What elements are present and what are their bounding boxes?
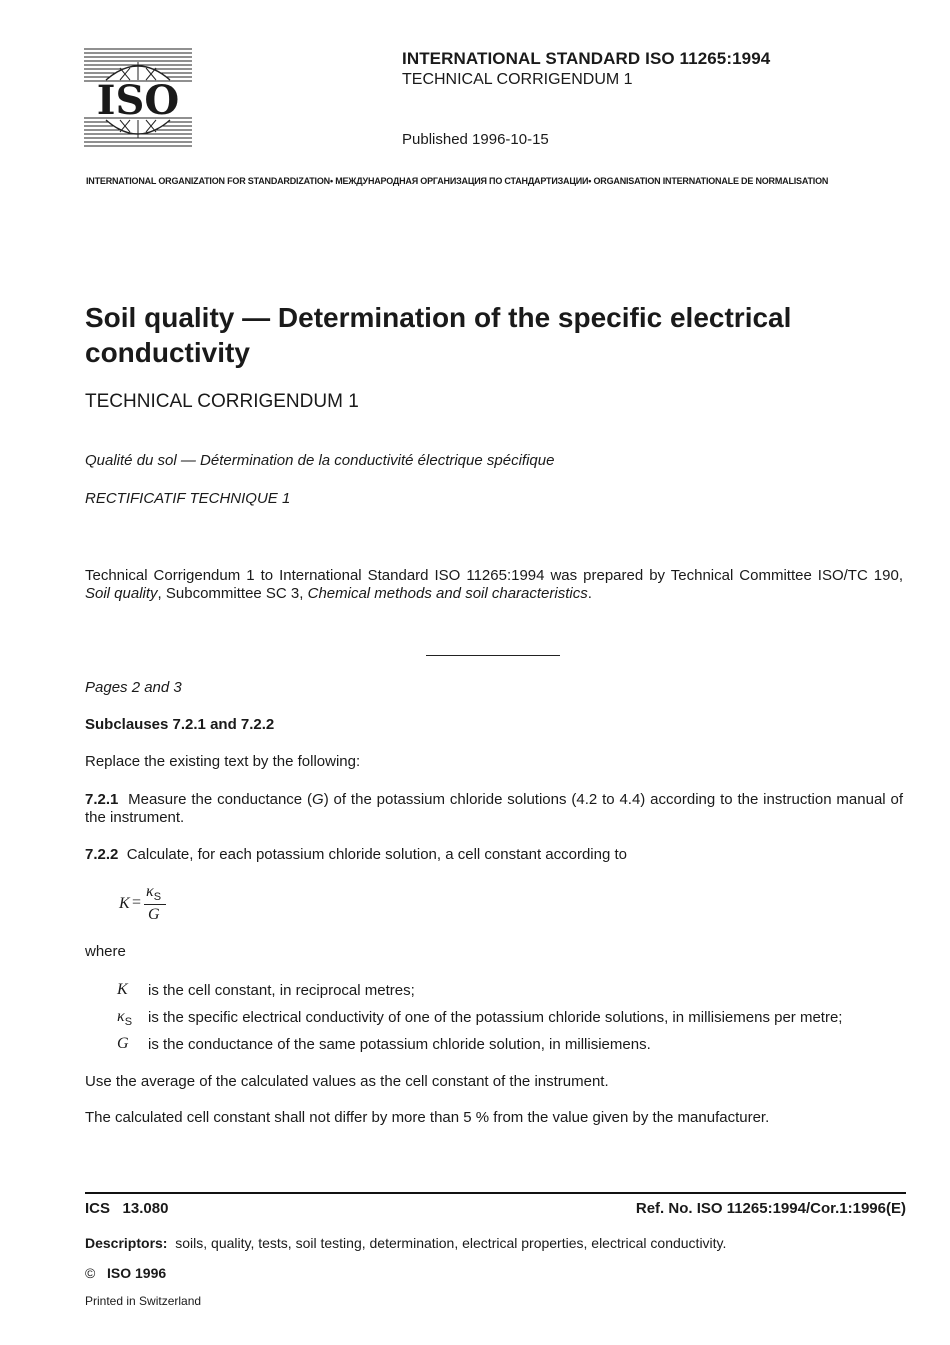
copyright-symbol: ©: [85, 1265, 96, 1281]
logo-text: ISO: [96, 77, 180, 124]
intro-text-1: Technical Corrigendum 1 to International Standard ISO 11265:1994 was prepared by Technical Committee ISO/TC 190,: [85, 567, 903, 584]
corrigendum-label: TECHNICAL CORRIGENDUM 1: [402, 71, 633, 88]
def-symbol-kappa: [117, 1008, 141, 1028]
formula-lhs: K: [119, 895, 130, 912]
formula-kappa: κ: [146, 883, 154, 900]
def-text-k: is the cell constant, in reciprocal metres;: [148, 982, 415, 999]
ics-label: ICS: [85, 1200, 111, 1217]
clause-7-2-1-text-a: Measure the conductance (: [128, 791, 313, 808]
ics-code: [85, 1200, 168, 1217]
formula-denominator: G: [148, 906, 160, 923]
iso-logo: [84, 46, 192, 150]
pages-label: Pages 2 and 3: [85, 679, 182, 696]
footer-rule: [85, 1192, 906, 1194]
average-paragraph: Use the average of the calculated values as the cell constant of the instrument.: [85, 1073, 609, 1090]
clause-7-2-2: [85, 846, 627, 863]
subclauses-heading: Subclauses 7.2.1 and 7.2.2: [85, 716, 275, 733]
clause-7-2-1-number: 7.2.1: [85, 791, 119, 808]
intro-italic-2: Chemical methods and soil characteristics: [307, 585, 588, 602]
copyright-text: ISO 1996: [107, 1265, 167, 1281]
clause-7-2-1: [85, 791, 903, 827]
clause-7-2-1-text-b: ) of the potassium chloride solutions (4.2 to 4.4) according to the instruction manual of the instrument.: [85, 791, 903, 826]
def-symbol-k: K: [117, 981, 128, 998]
def-text-kappa: is the specific electrical conductivity of one of the potassium chloride solutions, in millisiemens per metre;: [148, 1009, 843, 1026]
descriptors: [85, 1235, 726, 1251]
where-label: where: [85, 943, 126, 960]
differ-paragraph: The calculated cell constant shall not differ by more than 5 % from the value given by the manufacturer.: [85, 1109, 770, 1126]
french-subtitle: RECTIFICATIF TECHNIQUE 1: [85, 490, 291, 507]
document-subtitle: TECHNICAL CORRIGENDUM 1: [85, 391, 359, 412]
french-title: Qualité du sol — Détermination de la conductivité électrique spécifique: [85, 452, 555, 469]
replace-instruction: Replace the existing text by the following:: [85, 753, 361, 770]
fraction-bar: [144, 904, 166, 905]
formula-kappa-sub: S: [153, 891, 162, 904]
formula: [119, 883, 179, 927]
def-symbol-g: G: [117, 1035, 129, 1052]
iso-logo-graphic: [84, 46, 192, 150]
descriptors-label: Descriptors:: [85, 1235, 168, 1251]
formula-equals: =: [132, 894, 142, 911]
intro-italic-1: Soil quality: [85, 585, 158, 602]
ics-value: 13.080: [122, 1200, 169, 1217]
copyright: [85, 1265, 166, 1281]
intro-text-3: .: [587, 585, 592, 602]
clause-7-2-2-number: 7.2.2: [85, 846, 119, 863]
intro-paragraph: [85, 567, 903, 603]
document-title: Soil quality — Determination of the specific electrical conductivity: [85, 302, 792, 368]
standard-title: INTERNATIONAL STANDARD ISO 11265:1994: [402, 49, 771, 68]
clause-7-2-2-text: Calculate, for each potassium chloride solution, a cell constant according to: [126, 846, 627, 863]
formula-numerator: [146, 883, 161, 903]
section-divider: [426, 655, 560, 656]
reference-number: Ref. No. ISO 11265:1994/Cor.1:1996(E): [635, 1200, 906, 1217]
printed-in: Printed in Switzerland: [85, 1294, 202, 1308]
intro-text-2: , Subcommittee SC 3,: [157, 585, 308, 602]
def-text-g: is the conductance of the same potassium chloride solution, in millisiemens.: [148, 1036, 651, 1053]
published-date: Published 1996-10-15: [402, 131, 549, 148]
clause-7-2-1-symbol: G: [312, 791, 324, 808]
organization-line: INTERNATIONAL ORGANIZATION FOR STANDARDIZATION• МЕЖДУНАРОДНАЯ ОРГАНИЗАЦИЯ ПО СТАНДАРТИЗАЦИИ• ORGANISATION INTERNATIONALE DE NORMALISATION: [86, 176, 829, 186]
def-kappa-sub: S: [124, 1016, 133, 1029]
descriptors-list: soils, quality, tests, soil testing, determination, electrical properties, electrical conductivity.: [175, 1235, 727, 1251]
def-kappa: κ: [117, 1008, 125, 1025]
